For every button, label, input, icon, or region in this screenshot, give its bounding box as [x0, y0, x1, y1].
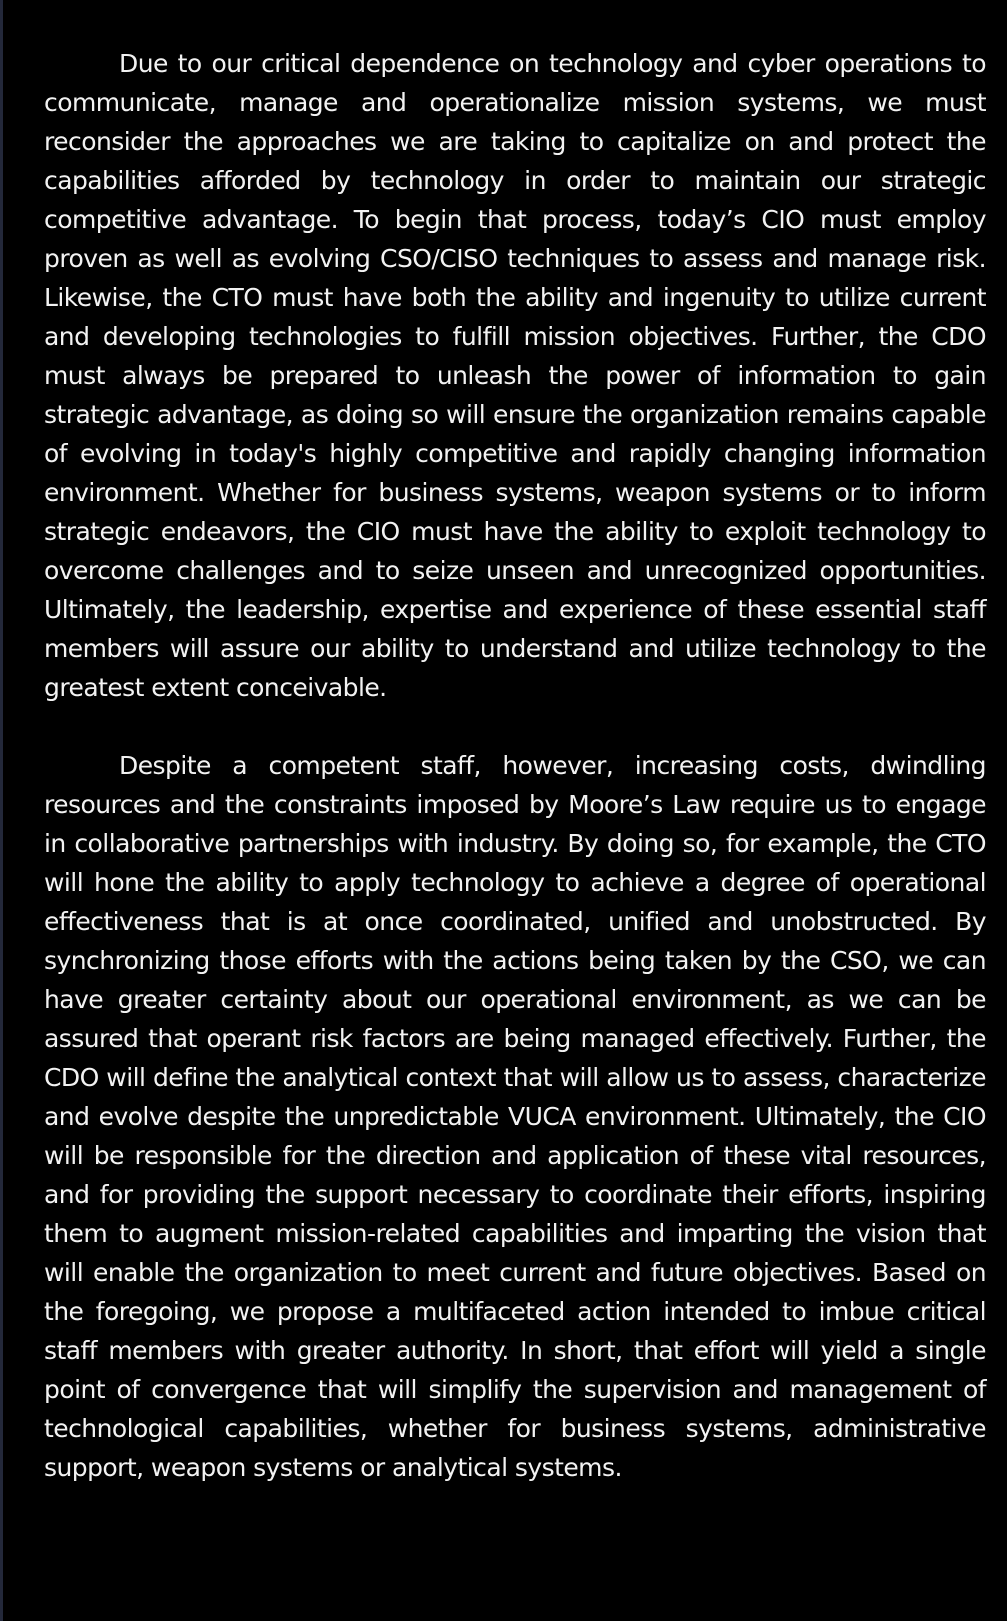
paragraph-collaborative-partnerships: Despite a competent staff, however, increasing costs, dwindling resources and the constraints imposed by Moore’s Law require us to engage in collaborative partnerships with industry. By doing so, for example, the CTO will hone the ability to apply technology to achieve a degree of operational effectiveness that is at once coordinated, unified and unobstructed. By synchronizing those efforts with the actions being taken by the CSO, we can have greater certainty about our operational environment, as we can be assured that operant risk factors are being managed effectively. Further, the CDO will define the analytical context that will allow us to assess, characterize and evolve despite the unpredictable VUCA environment. Ultimately, the CIO will be responsible for the direction and application of these vital resources, and for providing the support necessary to coordinate their efforts, inspiring them to augment mission-related capabilities and imparting the vision that will enable the organization to meet current and future objectives. Based on the foregoing, we propose a multifaceted action intended to imbue critical staff members with greater authority. In short, that effort will yield a single point of convergence that will simplify the supervision and management of technological capabilities, whether for business systems, administrative support, weapon systems or analytical systems. — [44, 751, 986, 1482]
paragraph-technology-dependence: Due to our critical dependence on technology and cyber operations to communicate, manage and operationalize mission systems, we must reconsider the approaches we are taking to capitalize on and protect the capabilities afforded by technology in order to maintain our strategic competitive advantage. To begin that process, today’s CIO must employ proven as well as evolving CSO/CISO techniques to assess and manage risk. Likewise, the CTO must have both the ability and ingenuity to utilize current and developing technologies to fulfill mission objectives. Further, the CDO must always be prepared to unleash the power of information to gain strategic advantage, as doing so will ensure the organization remains capable of evolving in today's highly competitive and rapidly changing information environment. Whether for business systems, weapon systems or to inform strategic endeavors, the CIO must have the ability to exploit technology to overcome challenges and to seize unseen and unrecognized opportunities. Ultimately, the leadership, expertise and experience of these essential staff members will assure our ability to understand and utilize technology to the greatest extent conceivable. — [44, 49, 986, 702]
document-body — [44, 44, 986, 1487]
